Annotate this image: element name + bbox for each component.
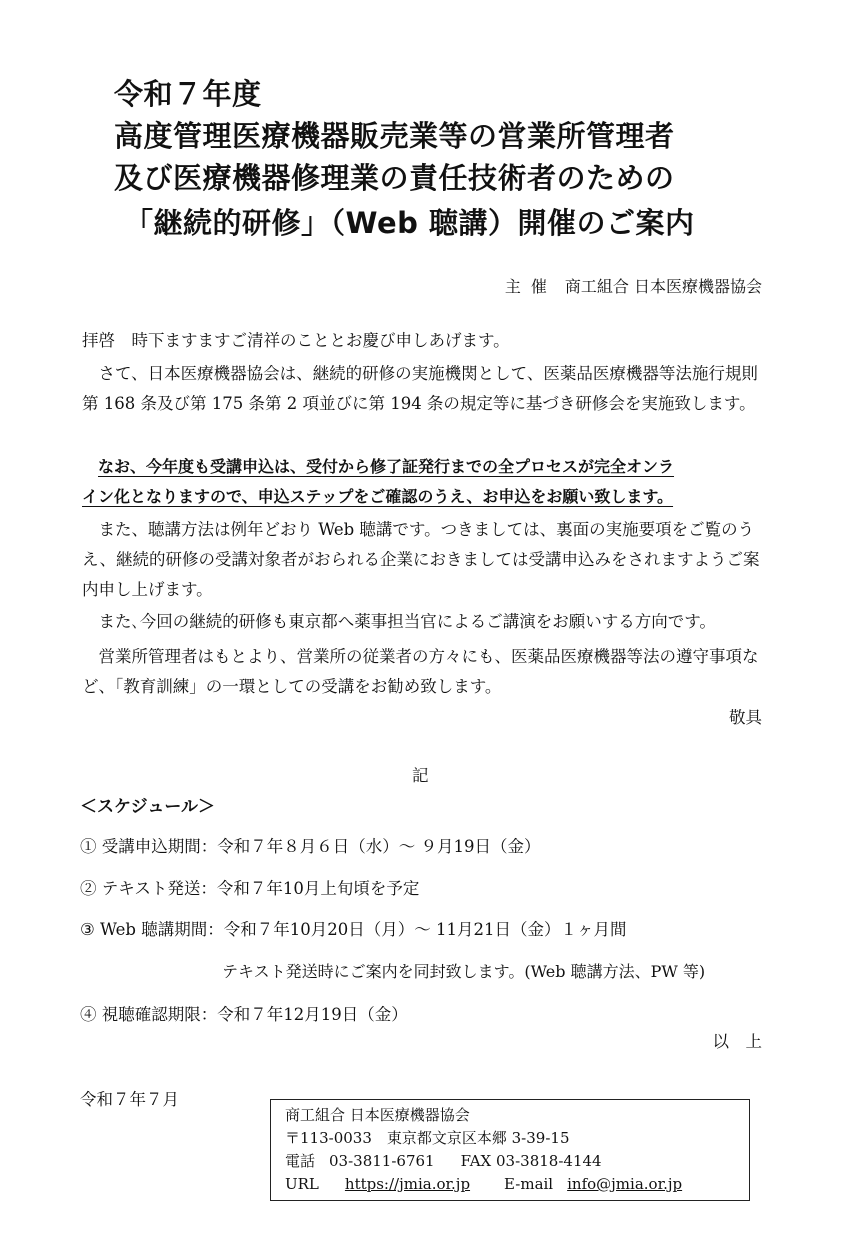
contact-org: 商工組合 日本医療機器協会 bbox=[285, 1106, 470, 1124]
schedule-item-2: ② テキスト発送：令和７年10月上旬頃を予定 bbox=[80, 879, 420, 898]
end-marker: 以 上 bbox=[712, 1032, 762, 1051]
title-line-3: 及び医療機器修理業の責任技術者のための bbox=[114, 161, 675, 195]
paragraph-1: さて、日本医療機器協会は、継続的研修の実施機関として、医薬品医療機器等法施行規則第 168 条及び第 175 条第 2 項並びに第 194 条の規定等に基づき研修会を実施致します。 bbox=[82, 364, 758, 413]
url-label: URL bbox=[285, 1175, 319, 1193]
paragraph-4: また､今回の継続的研修も東京都へ薬事担当官によるご講演をお願いする方向です。 bbox=[98, 612, 716, 631]
url-link[interactable]: https://jmia.or.jp bbox=[344, 1175, 471, 1193]
email-label: E-mail bbox=[504, 1175, 554, 1193]
tel-label: 電話 bbox=[285, 1152, 316, 1170]
paragraph-3: また、聴講方法は例年どおり Web 聴講です。つきましては、裏面の実施要項をご覧のうえ、継続的研修の受講対象者がおられる企業におきましては受講申込みをされますようご案内申し上げます。 bbox=[82, 520, 760, 599]
tel-number: 03-3811-6761 bbox=[329, 1152, 435, 1170]
schedule-item-1: ① 受講申込期間：令和７年８月６日（水）～ ９月19日（金） bbox=[80, 837, 541, 856]
organizer-label: 主催 bbox=[504, 277, 557, 296]
schedule-heading: ＜スケジュール＞ bbox=[80, 797, 215, 817]
contact-web bbox=[285, 1173, 749, 1196]
schedule-item-3: ③ Web 聴講期間：令和７年10月20日（月）～ 11月21日（金）１ヶ月間 bbox=[80, 920, 627, 939]
notice-line-2: イン化となりますので、申込ステップをご確認のうえ、お申込をお願い致します。 bbox=[82, 487, 674, 506]
contact-phone-fax bbox=[285, 1150, 749, 1173]
title-line-1: 令和７年度 bbox=[114, 77, 262, 111]
ki-marker: 記 bbox=[412, 766, 429, 785]
organizer bbox=[505, 274, 762, 297]
greeting: 拝啓 時下ますますご清祥のこととお慶び申しあげます。 bbox=[82, 331, 510, 350]
schedule-item-4: ④ 視聴確認期限：令和７年12月19日（金） bbox=[80, 1005, 408, 1024]
fax-number: 03-3818-4144 bbox=[496, 1152, 602, 1170]
email-link[interactable]: info@jmia.or.jp bbox=[567, 1175, 683, 1193]
paragraph-5: 営業所管理者はもとより、営業所の従業者の方々にも、医薬品医療機器等法の遵守事項など、「教育訓練」の一環としての受講をお勧め致します。 bbox=[82, 647, 759, 696]
contact-address: 〒113-0033 東京都文京区本郷 3-39-15 bbox=[285, 1129, 570, 1147]
title-line-4: 「継続的研修」（Web 聴講）開催のご案内 bbox=[124, 206, 695, 240]
fax-label: FAX bbox=[460, 1152, 492, 1170]
organizer-name: 商工組合 日本医療機器協会 bbox=[564, 277, 762, 296]
title-line-2: 高度管理医療機器販売業等の営業所管理者 bbox=[114, 119, 675, 153]
closing-keigu: 敬具 bbox=[729, 708, 762, 727]
issue-date: 令和７年７月 bbox=[80, 1090, 179, 1109]
contact-box bbox=[270, 1099, 750, 1201]
notice-line-1: なお、今年度も受講申込は、受付から修了証発行までの全プロセスが完全オンラ bbox=[98, 457, 675, 476]
schedule-item-3-note: テキスト発送時にご案内を同封致します。(Web 聴講方法、PW 等) bbox=[222, 962, 706, 981]
paragraph-2-notice bbox=[82, 452, 772, 512]
